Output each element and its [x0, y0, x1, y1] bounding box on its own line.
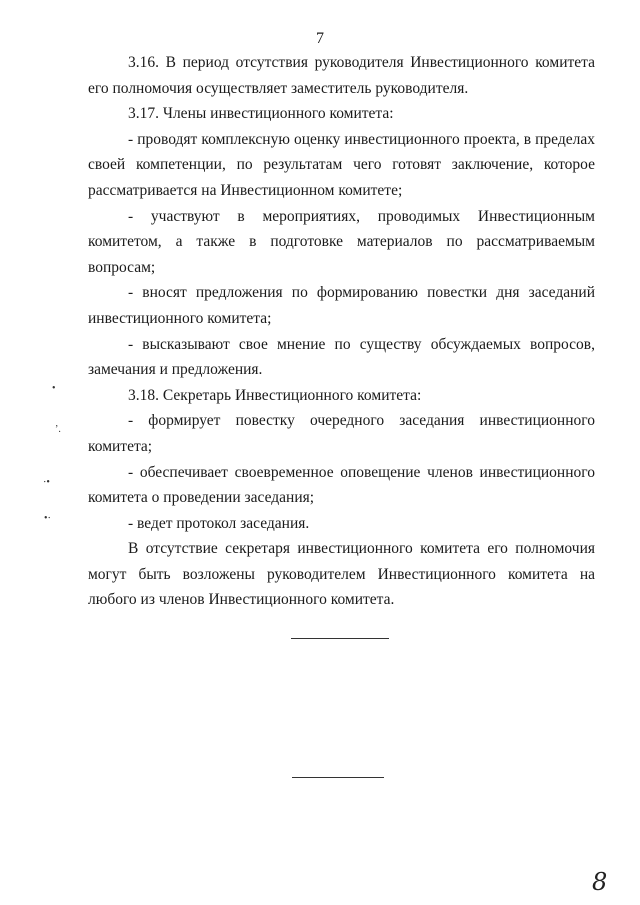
document-body [88, 50, 595, 613]
paragraph-3-16: 3.16. В период отсутствия руководителя Инвестиционного комитета его полномочия осуществляет заместитель руководителя. [88, 54, 595, 97]
separator-line [291, 638, 389, 639]
list-item-secretary-agenda: - формирует повестку очередного заседания инвестиционного комитета; [88, 412, 595, 455]
paragraph-secretary-absence: В отсутствие секретаря инвестиционного комитета его полномочия могут быть возложены руководителем Инвестиционного комитета на любого из членов Инвестиционного комитета. [88, 540, 595, 609]
scan-artifact: ⋅• [43, 477, 50, 488]
list-item-members-assessment: - проводят комплексную оценку инвестиционного проекта, в пределах своей компетенции, по результатам чего готовят заключение, которое рассматривается на Инвестиционном комитете; [88, 130, 595, 199]
list-item-members-opinion: - высказывают свое мнение по существу обсуждаемых вопросов, замечания и предложения. [88, 335, 595, 379]
list-item-members-agenda: - вносят предложения по формированию повестки дня заседаний инвестиционного комитета; [88, 284, 595, 327]
page-number: 7 [316, 30, 324, 47]
list-item-members-participation: - участвуют в мероприятиях, проводимых Инвестиционным комитетом, а также в подготовке материалов по рассматриваемым вопросам; [88, 207, 595, 276]
list-item-secretary-minutes: - ведет протокол заседания. [128, 514, 310, 532]
separator-line [292, 777, 384, 778]
handwritten-page-mark: 8 [592, 868, 608, 896]
scan-artifact: ’. [55, 424, 61, 435]
scan-artifact: • [52, 383, 56, 394]
paragraph-3-18-heading: 3.18. Секретарь Инвестиционного комитета: [128, 386, 422, 404]
paragraph-3-17-heading: 3.17. Члены инвестиционного комитета: [128, 105, 394, 123]
scan-artifact: •⋅ [44, 513, 51, 524]
list-item-secretary-notification: - обеспечивает своевременное оповещение членов инвестиционного комитета о проведении заседания; [88, 463, 595, 507]
